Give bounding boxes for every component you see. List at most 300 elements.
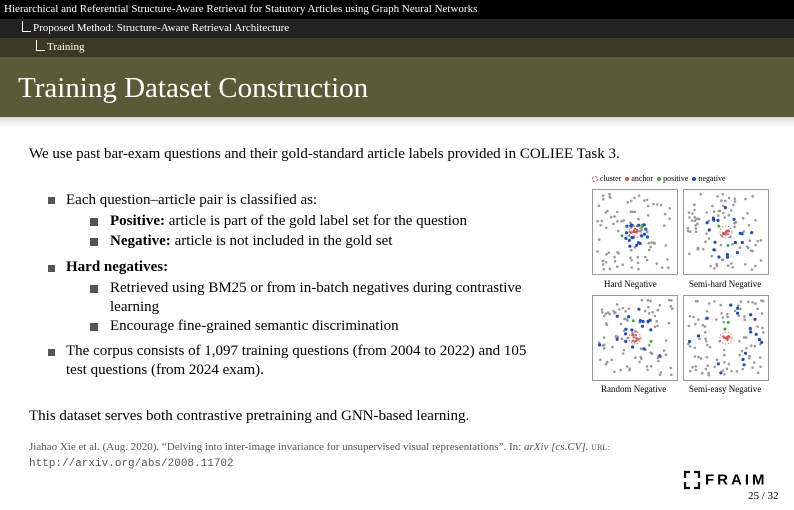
negative-point [736,312,739,315]
positive-point [641,225,644,228]
background-point [726,313,729,316]
background-point [602,198,605,201]
background-point [628,369,631,372]
background-point [647,205,650,208]
background-point [760,259,763,262]
negative-point [739,232,742,235]
background-point [695,300,698,303]
background-point [659,374,662,377]
random-negative-label: Random Negative [601,384,667,394]
negative-point [755,333,758,336]
background-point [742,368,745,371]
hard-negatives-retrieval-line1: Retrieved using BM25 or from in-batch negatives during contrastive [110,280,522,296]
negative-point [630,224,633,227]
background-point [741,350,744,353]
background-point [611,346,614,349]
background-point [644,256,647,259]
background-point [691,219,694,222]
negative-point [643,233,646,236]
background-point [715,318,718,321]
semi-easy-negative-panel [683,295,769,381]
background-point [646,199,649,202]
background-point [692,316,695,319]
background-point [735,221,738,224]
background-point [706,211,709,214]
background-point [649,246,652,249]
background-point [751,366,754,369]
background-point [711,205,714,208]
background-point [730,262,733,265]
background-point [648,242,651,245]
background-point [626,201,629,204]
background-point [598,238,601,241]
negative-point [631,345,634,348]
semi-hard-negative-label: Semi-hard Negative [689,279,762,289]
background-point [626,365,629,368]
background-point [633,197,636,200]
background-point [745,336,748,339]
bullet-square-icon [90,238,98,246]
negative-point [641,325,644,328]
anchor-point [635,334,637,336]
background-point [637,262,640,265]
negative-point [741,241,744,244]
figure-legend: cluster anchor positive negative [592,174,726,183]
background-point [687,227,690,230]
background-point [602,263,605,266]
negative-point [749,313,752,316]
negative-definition [110,233,392,250]
background-point [695,227,698,230]
background-point [709,346,712,349]
background-point [689,370,692,373]
background-point [647,299,650,302]
negative-point [717,255,720,258]
background-point [751,195,754,198]
background-point [637,256,640,259]
background-point [638,195,641,198]
background-point [757,240,760,243]
background-point [727,264,730,267]
negative-point [708,228,711,231]
bullet-square-icon [90,218,98,226]
background-point [668,299,671,302]
background-point [615,335,618,338]
positive-point [723,328,726,331]
background-point [732,204,735,207]
anchor-point [728,335,730,337]
background-point [748,355,751,358]
background-point [621,338,624,341]
background-point [751,268,754,271]
background-point [730,209,733,212]
negative-point [640,234,643,237]
background-point [754,265,757,268]
background-point [654,325,657,328]
background-point [603,268,606,271]
anchor-point [635,231,637,233]
negative-legend-icon [692,177,696,181]
background-point [708,302,711,305]
frame-title-bar [0,57,794,117]
background-point [727,233,730,236]
background-point [756,325,759,328]
fraim-logo: FRAIM [683,470,768,490]
background-point [601,220,604,223]
background-point [717,214,720,217]
anchor-point [634,228,636,230]
negative-point [719,371,722,374]
citation-url-label: URL: [591,443,610,452]
background-point [713,366,716,369]
background-point [734,310,737,313]
background-point [694,365,697,368]
negative-point [706,221,709,224]
negative-point [734,241,737,244]
background-point [739,308,742,311]
background-point [722,369,725,372]
negative-point [649,328,652,331]
background-point [613,256,616,259]
citation-url[interactable]: http://arxiv.org/abs/2008.11702 [29,458,234,470]
background-point [596,250,599,253]
background-point [667,266,670,269]
background-point [637,268,640,271]
background-point [704,337,707,340]
negative-point [616,315,619,318]
background-point [738,340,741,343]
bullet-1-text: Each question–article pair is classified as: [66,192,318,208]
background-point [723,349,726,352]
background-point [726,368,729,371]
background-point [697,356,700,359]
background-point [630,200,633,203]
background-point [665,354,668,357]
background-point [705,368,708,371]
subsection-bar [0,38,794,57]
negative-point [736,307,739,310]
background-point [751,250,754,253]
background-point [688,211,691,214]
negative-point [635,244,638,247]
background-point [605,227,608,230]
background-point [666,258,669,261]
background-point [656,203,659,206]
background-point [634,356,637,359]
background-point [709,265,712,268]
background-point [705,340,708,343]
background-point [665,339,668,342]
background-point [691,212,694,215]
background-point [650,365,653,368]
background-point [715,263,718,266]
background-point [646,369,649,372]
background-point [713,300,716,303]
tree-branch-icon [36,40,45,51]
negative-point [743,363,746,366]
background-point [614,260,617,263]
anchor-point [726,230,728,232]
corpus-line2: test questions (from 2024 exam). [66,362,264,378]
background-point [723,216,726,219]
background-point [697,318,700,321]
background-point [668,207,671,210]
background-point [688,216,691,219]
background-point [655,320,658,323]
corpus-line1: The corpus consists of 1,097 training questions (from 2004 to 2022) and 105 [66,343,527,359]
background-point [724,200,727,203]
negative-point [712,217,715,220]
background-point [616,265,619,268]
background-point [754,219,757,222]
anchor-point [723,233,725,235]
background-point [719,304,722,307]
background-point [639,356,642,359]
background-point [744,263,747,266]
background-point [702,324,705,327]
background-point [602,260,605,263]
background-point [691,366,694,369]
hard-negatives-purpose: Encourage fine-grained semantic discrimination [110,318,399,334]
background-point [713,210,716,213]
background-point [648,249,651,252]
positive-point [727,244,730,247]
background-point [759,356,762,359]
background-point [694,347,697,350]
background-point [648,312,651,315]
background-point [722,193,725,196]
anchor-point [630,232,632,234]
background-point [706,356,709,359]
negative-point [627,315,630,318]
background-point [688,252,691,255]
bullet-square-icon [90,323,98,331]
background-point [693,209,696,212]
section-bar [0,19,794,38]
background-point [689,345,692,348]
background-point [720,312,723,315]
background-point [716,359,719,362]
bullet-square-icon [90,285,98,293]
negative-point [729,304,732,307]
background-point [742,230,745,233]
negative-point [724,206,727,209]
background-point [650,241,653,244]
background-point [603,347,606,350]
positive-point [632,319,635,322]
background-point [720,244,723,247]
background-point [617,230,620,233]
background-point [656,325,659,328]
background-point [611,359,614,362]
positive-point [717,225,720,228]
background-point [605,261,608,264]
background-point [605,312,608,315]
cluster-legend-icon [592,176,598,182]
background-point [746,245,749,248]
negative-point [697,334,700,337]
negative-point [624,328,627,331]
background-point [722,321,725,324]
background-point [689,231,692,234]
background-point [653,241,656,244]
background-point [631,266,634,269]
negative-point [750,231,753,234]
background-point [739,246,742,249]
background-point [730,370,733,373]
background-point [612,310,615,313]
background-point [660,204,663,207]
background-point [697,247,700,250]
background-point [626,319,629,322]
positive-point [621,234,624,237]
negative-point [726,253,729,256]
presentation-title: Hierarchical and Referential Structure-Aware Retrieval for Statutory Articles using Graph Neural Networks [4,3,478,15]
hard-negative-panel [592,189,678,275]
semi-hard-negative-panel [683,189,769,275]
background-point [664,213,667,216]
negative-point [616,338,619,341]
background-point [736,370,739,373]
negative-description: article is not included in the gold set [170,233,393,249]
negative-point [733,218,736,221]
background-point [702,248,705,251]
background-point [603,315,606,318]
negative-point [624,237,627,240]
background-point [737,315,740,318]
background-point [710,255,713,258]
background-point [754,345,757,348]
background-point [734,226,737,229]
negative-point [760,341,763,344]
positive-description: article is part of the gold label set for the question [164,213,467,229]
background-point [689,315,692,318]
negative-point [712,248,715,251]
background-point [708,237,711,240]
anchor-point [635,337,637,339]
background-point [656,262,659,265]
frame-title: Training Dataset Construction [18,72,369,104]
background-point [729,236,732,239]
background-point [613,215,616,218]
anchor-point [727,338,729,340]
background-point [663,224,666,227]
citation [29,441,609,453]
background-point [723,373,726,376]
background-point [641,299,644,302]
background-point [629,256,632,259]
background-point [693,204,696,207]
random-negative-panel [592,295,678,381]
background-point [598,204,601,207]
negative-term: Negative: [110,233,171,249]
background-point [660,371,663,374]
background-point [728,214,731,217]
background-point [757,372,760,375]
background-point [610,216,613,219]
background-point [649,300,652,303]
background-point [601,308,604,311]
background-point [661,266,664,269]
background-point [619,369,622,372]
negative-point [716,219,719,222]
semi-easy-negative-label: Semi-easy Negative [689,384,762,394]
background-point [609,196,612,199]
negative-point [624,340,627,343]
background-point [756,308,759,311]
background-point [630,259,633,262]
bullet-square-icon [48,265,55,272]
background-point [722,212,725,215]
hard-negative-label: Hard Negative [604,279,657,289]
anchor-point [633,336,635,338]
negative-point [598,343,601,346]
background-point [695,230,698,233]
background-point [596,220,599,223]
negative-point [647,320,650,323]
negative-point [624,332,627,335]
subsection-title: Training [47,41,85,53]
negative-point [628,239,631,242]
background-point [646,365,649,368]
positive-legend-icon [657,177,661,181]
anchor-point [632,231,634,233]
background-point [637,218,640,221]
background-point [616,303,619,306]
background-point [620,323,623,326]
background-point [663,349,666,352]
background-point [605,322,608,325]
background-point [698,218,701,221]
hard-negatives-retrieval-line2: learning [110,299,160,315]
background-point [618,308,621,311]
background-point [731,266,734,269]
background-point [694,224,697,227]
background-point [644,310,647,313]
background-point [613,371,616,374]
background-point [622,352,625,355]
bullet-square-icon [48,197,55,204]
background-point [743,336,746,339]
background-point [706,344,709,347]
background-point [609,268,612,271]
background-point [734,200,737,203]
background-point [628,307,631,310]
background-point [750,344,753,347]
background-point [623,349,626,352]
background-point [648,344,651,347]
background-point [728,197,731,200]
background-point [647,306,650,309]
anchor-legend-icon [625,177,629,181]
background-point [646,231,649,234]
background-point [640,348,643,351]
background-point [608,193,611,196]
background-point [747,301,750,304]
background-point [722,316,725,319]
positive-term: Positive: [110,213,165,229]
background-point [760,239,763,242]
background-point [754,302,757,305]
background-point [606,210,609,213]
negative-point [644,228,647,231]
negative-point [646,235,649,238]
background-point [670,305,673,308]
negative-point [639,242,642,245]
background-point [608,313,611,316]
negative-point [630,236,633,239]
page-number: 25 / 32 [748,490,779,502]
